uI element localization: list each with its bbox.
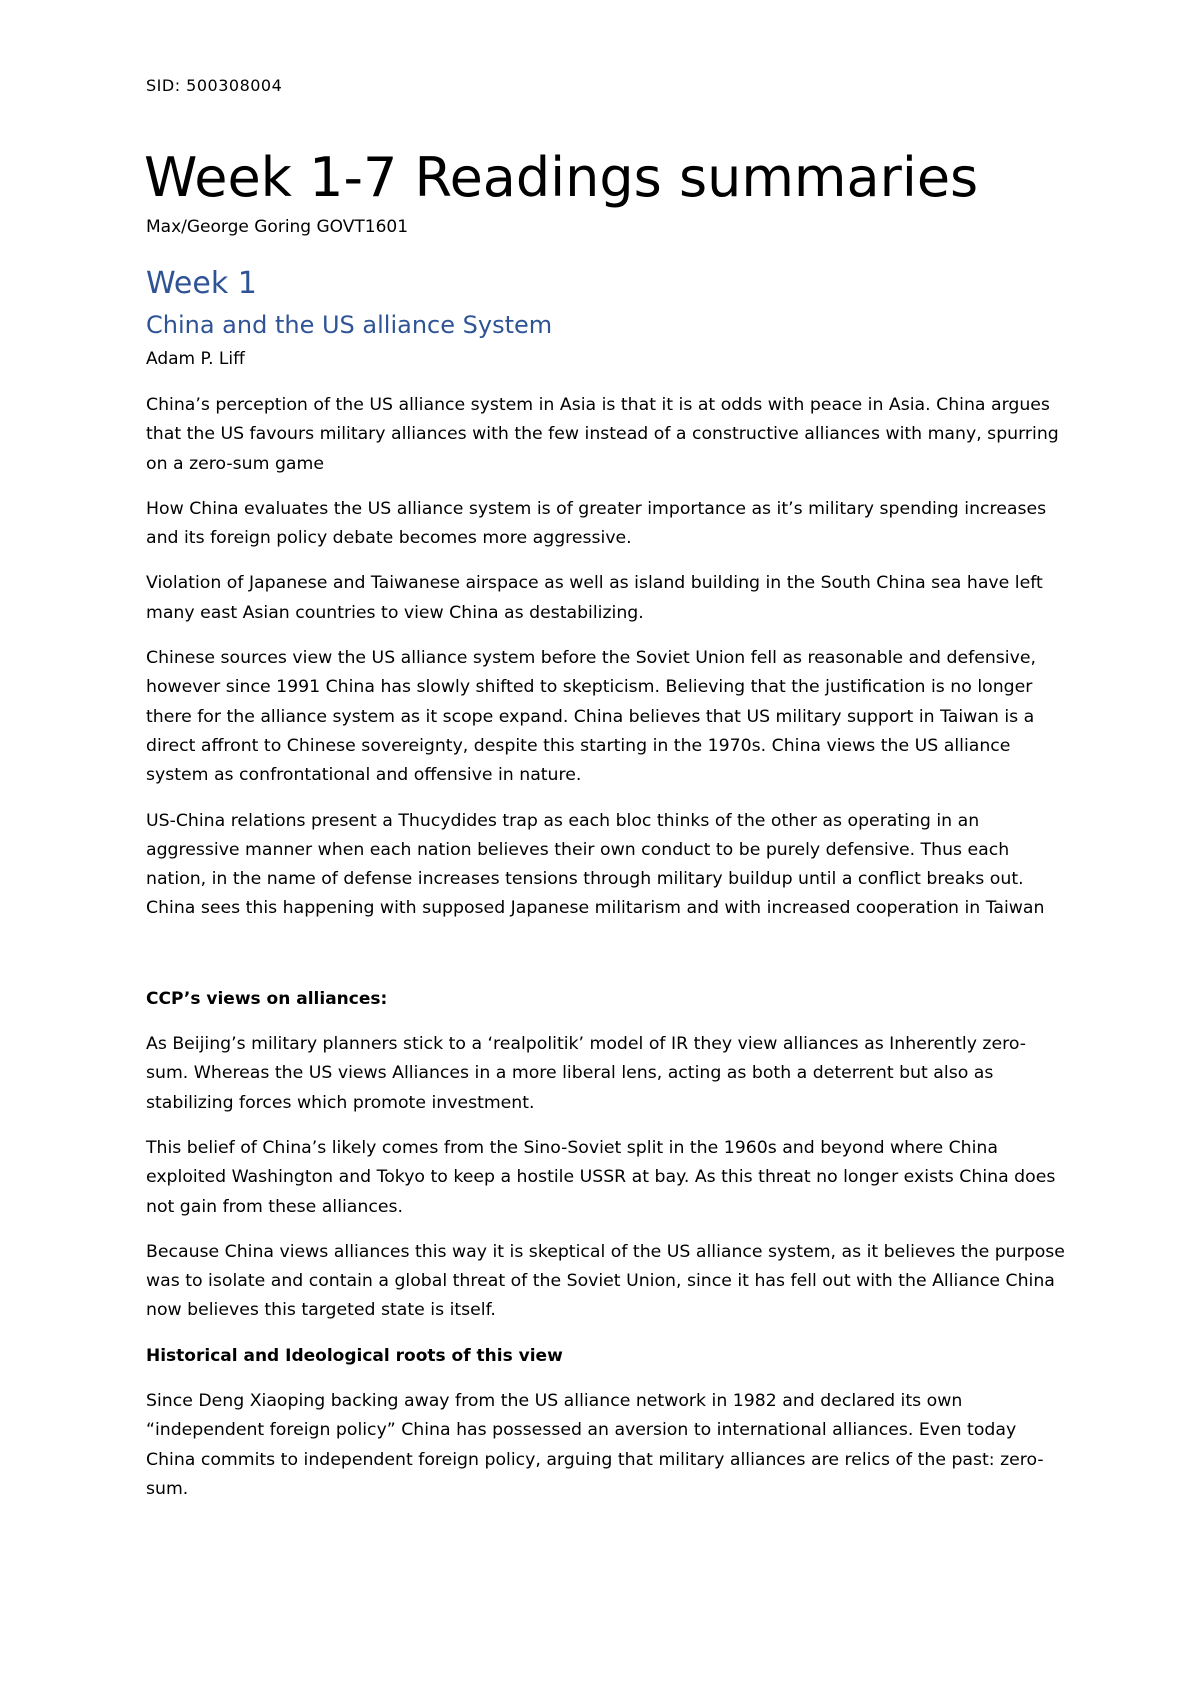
paragraph: As Beijing’s military planners stick to a ‘realpolitik’ model of IR they view alliances as Inherently zero-sum. Whereas the US views Alliances in a more liberal lens, acting as both a deterrent but also as stabilizing forces which promote investment.	[146, 1034, 1026, 1113]
student-id-header: SID: 500308004	[146, 76, 283, 95]
paragraph: Since Deng Xiaoping backing away from the US alliance network in 1982 and declared its own “independent foreign policy” China has possessed an aversion to international alliances. Even today China commits to independent foreign policy, arguing that military alliances are relics of the past: zero-sum.	[146, 1391, 1044, 1499]
paragraph: Chinese sources view the US alliance system before the Soviet Union fell as reasonable and defensive, however since 1991 China has slowly shifted to skepticism. Believing that the justification is no longer there for the alliance system as it scope expand. China believes that US military support in Taiwan is a direct affront to Chinese sovereignty, despite this starting in the 1970s. China views the US alliance system as confrontational and offensive in nature.	[146, 648, 1036, 786]
bold-heading-ccp-views: CCP’s views on alliances:	[146, 988, 388, 1009]
document-subtitle: Max/George Goring GOVT1601	[146, 217, 409, 237]
paragraph: How China evaluates the US alliance system is of greater importance as it’s military spending increases and its foreign policy debate becomes more aggressive.	[146, 498, 1047, 549]
bold-heading-historical-roots: Historical and Ideological roots of this view	[146, 1345, 563, 1366]
paragraph: Violation of Japanese and Taiwanese airspace as well as island building in the South China sea have left many east Asian countries to view China as destabilizing.	[146, 573, 1043, 623]
paragraph: This belief of China’s likely comes from the Sino-Soviet split in the 1960s and beyond where China exploited Washington and Tokyo to keep a hostile USSR at bay. As this threat no longer exists China does not gain from these alliances.	[146, 1137, 1056, 1217]
reading-author: Adam P. Liff	[146, 349, 245, 369]
paragraph: China’s perception of the US alliance system in Asia is that it is at odds with peace in Asia. China argues that the US favours military alliances with the few instead of a constructive alliances with many, spurring on a zero-sum game	[146, 395, 1059, 474]
document-body	[146, 391, 1066, 1520]
section-heading-week-1: Week 1	[146, 266, 257, 301]
document-title: Week 1-7 Readings summaries	[144, 146, 979, 209]
paragraph: Because China views alliances this way it is skeptical of the US alliance system, as it believes the purpose was to isolate and contain a global threat of the Soviet Union, since it has fell out with the Alliance China now believes this targeted state is itself.	[146, 1241, 1065, 1321]
blank-space	[146, 940, 1066, 985]
subsection-heading: China and the US alliance System	[146, 311, 553, 339]
paragraph: US-China relations present a Thucydides trap as each bloc thinks of the other as operating in an aggressive manner when each nation believes their own conduct to be purely defensive. Thus each nation, in the name of defense increases tensions through military buildup until a conflict breaks out. China sees this happening with supposed Japanese militarism and with increased cooperation in Taiwan	[146, 810, 1045, 919]
